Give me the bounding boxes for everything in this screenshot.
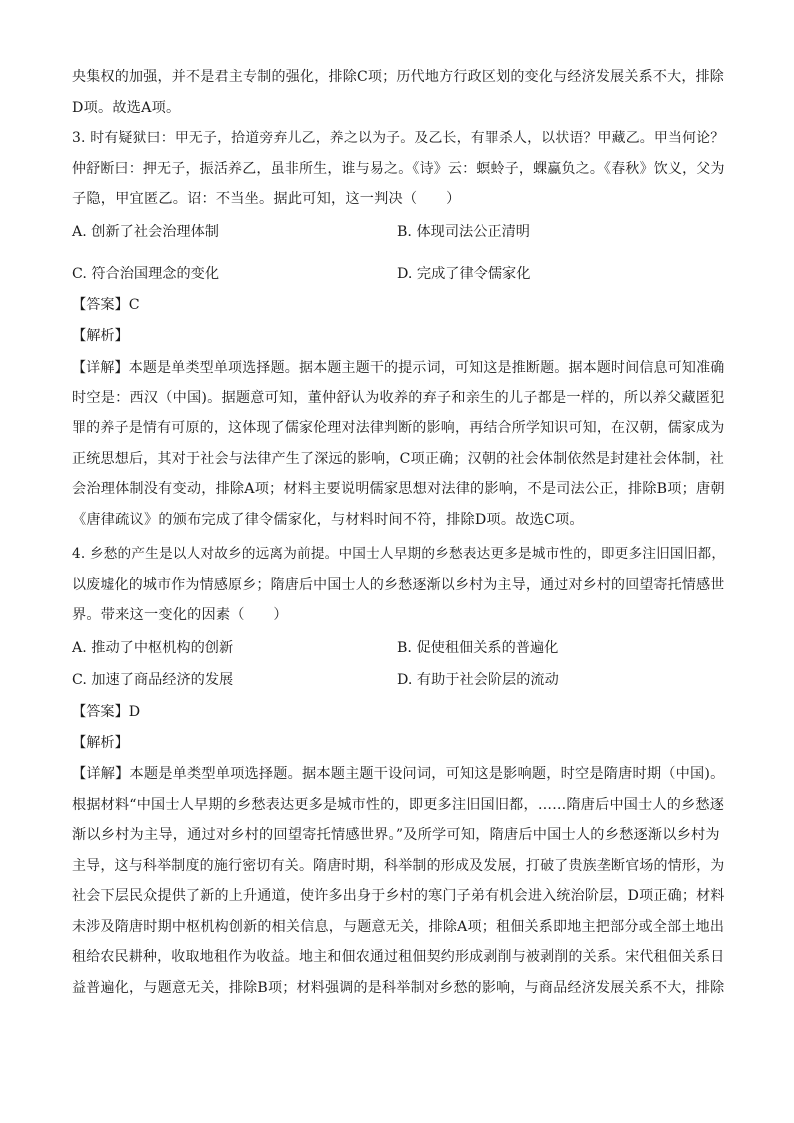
text-line: 央集权的加强，并不是君主专制的强化，排除C项；历代地方行政区划的变化与经济发展关系不大，排除 xyxy=(72,69,725,85)
detail-line: 会治理体制没有变动，排除A项；材料主要说明儒家思想对法律的影响，不是司法公正，排除B项；唐朝 xyxy=(72,481,725,497)
question-stem-line: 以废墟化的城市作为情感原乡；隋唐后中国士人的乡愁逐渐以乡村为主导，通过对乡村的回望寄托情感世 xyxy=(72,577,725,593)
detail-line: 《唐律疏议》的颁布完成了律令儒家化，与材料时间不符，排除D项。故选C项。 xyxy=(72,512,584,528)
detail-line: 时空是：西汉（中国)。据题意可知，董仲舒认为收养的弃子和亲生的儿子都是一样的，所以养父藏匿犯 xyxy=(72,390,725,406)
text-line: D项。故选A项。 xyxy=(72,100,181,116)
question-stem-line: 4. 乡愁的产生是以人对故乡的远离为前提。中国士人早期的乡愁表达更多是城市性的，即更多注旧国旧都， xyxy=(72,546,726,562)
option-a: A. 创新了社会治理体制 xyxy=(72,224,219,240)
option-c: C. 加速了商品经济的发展 xyxy=(72,672,234,688)
option-b: B. 促使租佃关系的普遍化 xyxy=(397,640,559,656)
question-stem-line: 界。带来这一变化的因素（ ） xyxy=(72,607,288,623)
detail-line: 【详解】本题是单类型单项选择题。据本题主题干的提示词，可知这是推断题。据本题时间信息可知准确 xyxy=(72,360,725,376)
question-stem-line: 子隐，甲宜匿乙。诏：不当坐。据此可知，这一判决（ ） xyxy=(72,191,461,207)
option-d: D. 有助于社会阶层的流动 xyxy=(397,672,559,688)
option-c: C. 符合治国理念的变化 xyxy=(72,266,220,282)
detail-line: 根据材料“中国士人早期的乡愁表达更多是城市性的，即更多注旧国旧都，……隋唐后中国士人的乡愁逐 xyxy=(72,797,725,813)
detail-line: 罪的养子是情有可原的，这体现了儒家伦理对法律判断的影响，再结合所学知识可知，在汉朝，儒家成为 xyxy=(72,420,725,436)
analysis-label: 【解析】 xyxy=(72,735,129,751)
option-d: D. 完成了律令儒家化 xyxy=(397,266,531,282)
analysis-label: 【解析】 xyxy=(72,328,129,344)
detail-line: 【详解】本题是单类型单项选择题。据本题主题干设问词，可知这是影响题，时空是隋唐时期（中国)。 xyxy=(72,766,725,782)
detail-line: 正统思想后，其对于社会与法律产生了深远的影响，C项正确；汉朝的社会体制依然是封建社会体制，社 xyxy=(72,451,725,467)
question-stem-line: 仲舒断曰：押无子，振活养乙，虽非所生，谁与易之。《诗》云：螟蛉子，蜾蠃负之。《春秋》饮义，父为 xyxy=(72,161,725,177)
answer-label: 【答案】D xyxy=(72,704,141,720)
answer-label: 【答案】C xyxy=(72,297,140,313)
detail-line: 未涉及隋唐时期中枢机构创新的相关信息，与题意无关，排除A项；租佃关系即地主把部分或全部土地出 xyxy=(72,919,725,935)
detail-line: 益普遍化，与题意无关，排除B项；材料强调的是科举制对乡愁的影响，与商品经济发展关系不大，排除 xyxy=(72,980,725,996)
option-b: B. 体现司法公正清明 xyxy=(397,224,530,240)
detail-line: 租给农民耕种，收取地租作为收益。地主和佃农通过租佃契约形成剥削与被剥削的关系。宋代租佃关系日 xyxy=(72,949,725,965)
option-a: A. 推动了中枢机构的创新 xyxy=(72,640,234,656)
detail-line: 渐以乡村为主导，通过对乡村的回望寄托情感世界。”及所学可知，隋唐后中国士人的乡愁逐渐以乡村为 xyxy=(72,827,720,843)
detail-line: 主导，这与科举制度的施行密切有关。隋唐时期，科举制的形成及发展，打破了贵族垄断官场的情形，为 xyxy=(72,858,725,874)
question-stem-line: 3. 时有疑狱曰：甲无子，拾道旁弃儿乙，养之以为子。及乙长，有罪杀人，以状语？甲藏乙。甲当何论？ xyxy=(72,130,725,146)
detail-line: 社会下层民众提供了新的上升通道，使许多出身于乡村的寒门子弟有机会进入统治阶层，D项正确；材料 xyxy=(72,888,725,904)
